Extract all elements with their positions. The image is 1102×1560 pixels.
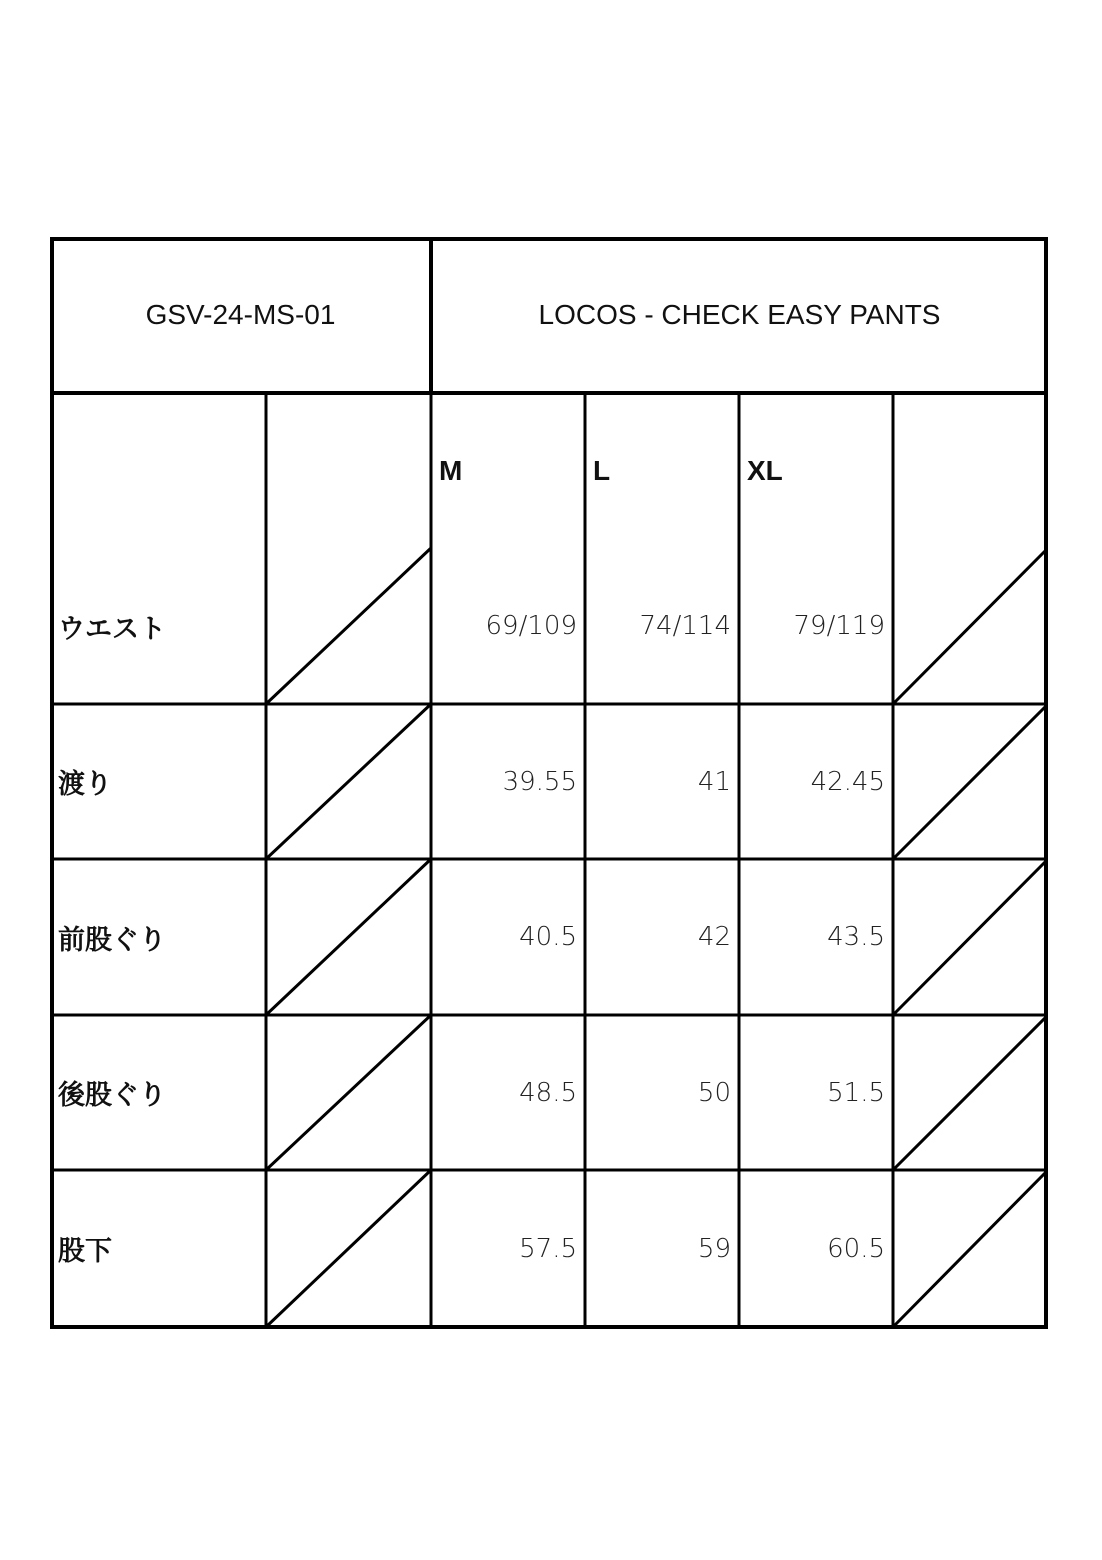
diagonal-slash (266, 859, 431, 1015)
measurement-value: 74/114 (639, 611, 731, 641)
measurement-value: 50 (697, 1077, 731, 1108)
measurement-value: 40.5 (519, 922, 577, 952)
diagonal-slash (266, 704, 431, 859)
measurement-value: 60.5 (827, 1233, 885, 1264)
measurement-value: 42.45 (810, 766, 885, 797)
size-header-m: M (439, 454, 463, 486)
size-chart-table (50, 237, 1048, 1329)
measurement-value: 79/119 (793, 611, 885, 641)
measurement-value: 42 (697, 922, 731, 952)
diagonal-slash (266, 548, 431, 704)
measurement-value: 39.55 (502, 766, 577, 797)
measurement-value: 41 (697, 766, 731, 797)
size-header-l: L (593, 454, 611, 486)
row-label: ウエスト (58, 613, 166, 645)
diagonal-slash (893, 1170, 1048, 1327)
diagonal-slash (266, 1170, 431, 1327)
diagonal-slash (893, 548, 1048, 704)
size-header-xl: XL (747, 454, 783, 486)
diagonal-slash (893, 1015, 1048, 1170)
measurement-value: 43.5 (827, 922, 885, 952)
measurement-value: 69/109 (485, 611, 577, 641)
measurement-value: 51.5 (827, 1077, 885, 1108)
row-label: 後股ぐり (58, 1080, 166, 1111)
measurement-value: 48.5 (519, 1077, 577, 1108)
diagonal-slash (893, 859, 1048, 1015)
row-label: 股下 (58, 1236, 112, 1267)
product-name: LOCOS - CHECK EASY PANTS (538, 299, 941, 330)
row-label: 渡り (58, 769, 112, 800)
row-label: 前股ぐり (58, 924, 166, 956)
product-code: GSV-24-MS-01 (145, 299, 336, 330)
diagonal-slash (266, 1015, 431, 1170)
diagonal-slash (893, 704, 1048, 859)
measurement-value: 59 (697, 1233, 731, 1264)
measurement-value: 57.5 (519, 1233, 577, 1264)
